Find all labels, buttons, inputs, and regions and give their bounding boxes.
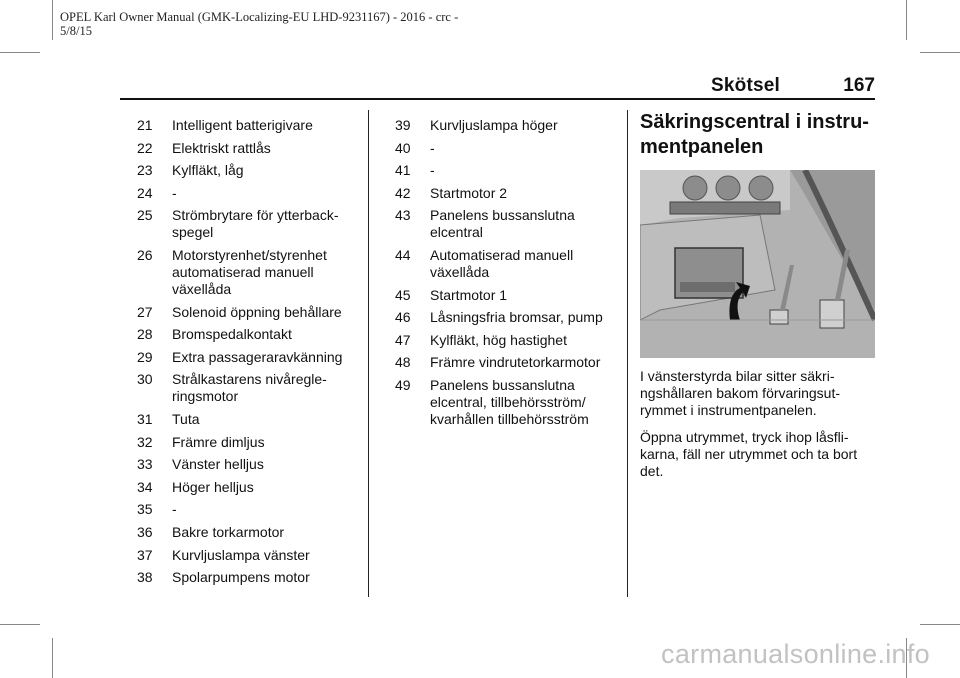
heading-line: mentpanelen (640, 136, 764, 158)
fuse-number: 47 (395, 331, 411, 348)
fuse-description: - (430, 162, 435, 179)
fuse-description: Startmotor 1 (430, 286, 508, 303)
fuse-description: Strålkastarens nivåregle-ringsmotor (172, 371, 327, 405)
print-header-line: OPEL Karl Owner Manual (GMK-Localizing-EU LHD-9231167) - 2016 - crc - (60, 10, 459, 24)
section-title: Skötsel (711, 75, 780, 96)
fuse-entry (137, 207, 359, 241)
fuse-entry (137, 547, 359, 564)
fuse-description: - (172, 501, 177, 518)
fuse-entry (395, 247, 620, 281)
fuse-description: Främre dimljus (172, 433, 265, 450)
fuse-number: 35 (137, 501, 153, 518)
right-column (640, 110, 875, 480)
print-header-note (60, 10, 500, 38)
fuse-number: 41 (395, 162, 411, 179)
fuse-entry (395, 162, 620, 179)
fuse-description: Strömbrytare för ytterback-spegel (172, 207, 339, 241)
fuse-description: - (430, 139, 435, 156)
fuse-description: Panelens bussanslutna elcentral, tillbehörsström/ kvarhållen tillbehörsström (430, 376, 589, 427)
fuse-entry (137, 185, 359, 202)
fuse-description: Automatiserad manuell växellåda (430, 246, 574, 280)
fuse-description: Extra passageraravkänning (172, 348, 343, 365)
fuse-entry (137, 349, 359, 366)
fuse-number: 23 (137, 162, 153, 179)
fuse-description: Motorstyrenhet/styrenhet automatiserad manuell växellåda (172, 246, 327, 297)
crop-mark (920, 52, 960, 53)
fuse-description: Kylfläkt, hög hastighet (430, 331, 567, 348)
crop-mark (52, 0, 53, 40)
fuse-number: 43 (395, 207, 411, 224)
fuse-number: 33 (137, 456, 153, 473)
fuse-entry (395, 354, 620, 371)
header-rule (120, 98, 875, 100)
fuse-number: 38 (137, 569, 153, 586)
fuse-entry (137, 501, 359, 518)
fuse-entry (137, 569, 359, 586)
fuse-description: Kylfläkt, låg (172, 162, 244, 179)
fuse-entry (137, 524, 359, 541)
fuse-description: Kurvljuslampa höger (430, 117, 558, 133)
fuse-description: Främre vindrutetorkarmotor (430, 354, 601, 371)
paragraph-instructions: Öppna utrymmet, tryck ihop låsfli-karna, fäll ner utrymmet och ta bort det. (640, 429, 858, 479)
fuse-description: Solenoid öppning behållare (172, 303, 342, 320)
fuse-number: 45 (395, 286, 411, 303)
fuse-entry (395, 117, 620, 134)
fuse-number: 39 (395, 117, 411, 133)
fuse-number: 25 (137, 207, 153, 224)
fuse-number: 32 (137, 433, 153, 450)
fuse-number: 46 (395, 309, 411, 326)
fuse-entry (137, 479, 359, 496)
column-divider (368, 110, 369, 597)
fuse-entry (395, 309, 620, 326)
fuse-entry (137, 162, 359, 179)
fuse-entry (395, 377, 620, 428)
fuse-number: 24 (137, 184, 153, 201)
fuse-number: 40 (395, 139, 411, 156)
fuse-description: Panelens bussanslutna elcentral (430, 207, 575, 241)
instrument-panel-drawing (640, 170, 875, 358)
crop-mark (0, 624, 40, 625)
fuse-number: 36 (137, 523, 153, 540)
fuse-description: Tuta (172, 410, 200, 427)
fuse-entry (137, 140, 359, 157)
fuse-description: Spolarpumpens motor (172, 569, 310, 586)
fuse-entry (137, 456, 359, 473)
fuse-description: Elektriskt rattlås (172, 139, 271, 156)
fuse-description: Bromspedalkontakt (172, 326, 292, 343)
fuse-description: Höger helljus (172, 478, 254, 495)
fuse-entry (137, 434, 359, 451)
fuse-description: Startmotor 2 (430, 184, 508, 201)
fuse-number: 29 (137, 348, 153, 365)
fuse-number: 21 (137, 117, 153, 133)
fuse-description: Låsningsfria bromsar, pump (430, 309, 603, 326)
fuse-entry (395, 185, 620, 202)
crop-mark (920, 624, 960, 625)
fuse-description: Vänster helljus (172, 456, 264, 473)
watermark-text: carmanualsonline.info (661, 639, 930, 669)
print-header-line: 5/8/15 (60, 24, 92, 38)
fuse-entry (137, 117, 359, 134)
fuse-number: 37 (137, 546, 153, 563)
fuse-entry (395, 207, 620, 241)
fuse-description: Bakre torkarmotor (172, 523, 285, 540)
fuse-entry (137, 304, 359, 321)
paragraph-location: I vänsterstyrda bilar sitter säkri-ngshållaren bakom förvaringsut-rymmet i instrumentpanelen. (640, 368, 840, 418)
crop-mark (906, 0, 907, 40)
fuse-list-column-1 (137, 117, 359, 592)
heading-line: Säkringscentral i instru- (640, 111, 869, 133)
fuse-description: Kurvljuslampa vänster (172, 546, 310, 563)
fuse-description: Intelligent batterigivare (172, 117, 313, 133)
fuse-description: - (172, 184, 177, 201)
crop-mark (52, 638, 53, 678)
fuse-number: 44 (395, 246, 411, 263)
fuse-number: 26 (137, 246, 153, 263)
column-divider (627, 110, 628, 597)
fuse-number: 22 (137, 139, 153, 156)
page-number: 167 (843, 75, 875, 96)
fuse-number: 27 (137, 303, 153, 320)
fuse-list-column-2 (395, 117, 620, 434)
fuse-entry (395, 332, 620, 349)
fuse-entry (137, 411, 359, 428)
fuse-entry (137, 371, 359, 405)
fuse-number: 28 (137, 326, 153, 343)
fuse-number: 42 (395, 184, 411, 201)
fuse-entry (395, 287, 620, 304)
fuse-number: 30 (137, 371, 153, 388)
fuse-number: 31 (137, 410, 153, 427)
fuse-panel-heading (640, 110, 875, 160)
fuse-number: 34 (137, 478, 153, 495)
fuse-number: 48 (395, 354, 411, 371)
crop-mark (0, 52, 40, 53)
fuse-number: 49 (395, 376, 411, 393)
fuse-entry (137, 326, 359, 343)
fuse-entry (395, 140, 620, 157)
instrument-panel-illustration (640, 170, 875, 358)
fuse-entry (137, 247, 359, 298)
